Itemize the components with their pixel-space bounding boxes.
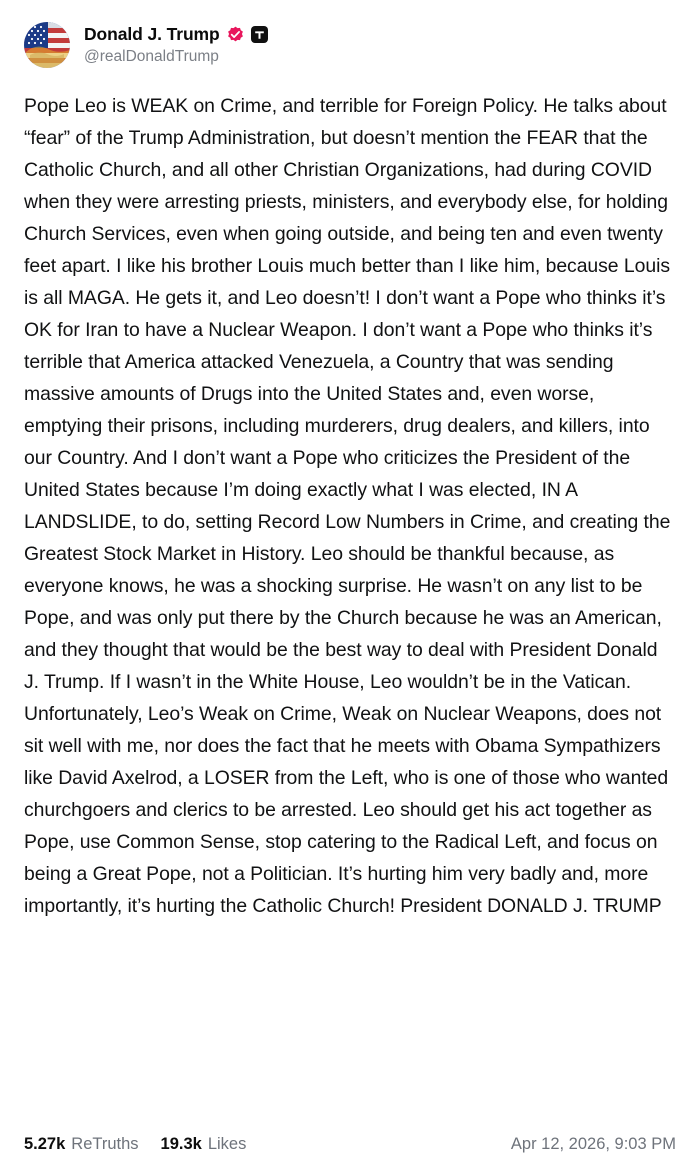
retruths-label: ReTruths: [71, 1135, 139, 1153]
post-footer: [0, 1119, 700, 1176]
post-body: [0, 68, 700, 1119]
author-name-row: [84, 24, 268, 45]
post-header: [0, 0, 700, 68]
likes-label: Likes: [207, 1135, 247, 1153]
verified-check-icon: [227, 26, 244, 43]
author-handle[interactable]: @realDonaldTrump: [84, 48, 219, 65]
likes-stat[interactable]: [161, 1135, 247, 1154]
retruths-stat[interactable]: [24, 1135, 139, 1154]
post-text: Pope Leo is WEAK on Crime, and terrible for Foreign Policy. He talks about “fear” of the Trump Administration, but doesn’t mention the FEAR that the Catholic Church, and all other Christian Organizations, had during COVID when they were arresting priests, ministers, and everybody else, for holding Church Services, even when going outside, and being ten and even twenty feet apart. I like his brother Louis much better than I like him, because Louis is all MAGA. He gets it, and Leo doesn’t! I don’t want a Pope who thinks it’s OK for Iran to have a Nuclear Weapon. I don’t want a Pope who thinks it’s terrible that America attacked Venezuela, a Country that was sending massive amounts of Drugs into the United States and, even worse, emptying their prisons, including murderers, drug dealers, and killers, into our Country. And I don’t want a Pope who criticizes the President of the United States because I’m doing exactly what I was elected, IN A LANDSLIDE, to do, setting Record Low Numbers in Crime, and creating the Greatest Stock Market in History. Leo should be thankful because, as everyone knows, he was a shocking surprise. He wasn’t on any list to be Pope, and was only put there by the Church because he was an American, and they thought that would be the best way to deal with President Donald J. Trump. If I wasn’t in the White House, Leo wouldn’t be in the Vatican. Unfortunately, Leo’s Weak on Crime, Weak on Nuclear Weapons, does not sit well with me, nor does the fact that he meets with Obama Sympathizers like David Axelrod, a LOSER from the Left, who is one of those who wanted churchgoers and clerics to be arrested. Leo should get his act together as Pope, use Common Sense, stop catering to the Radical Left, and focus on being a Great Pope, not a Politician. It’s hurting him very badly and, more importantly, it’s hurting the Catholic Church! President DONALD J. TRUMP: [24, 95, 671, 917]
avatar[interactable]: [24, 22, 70, 68]
likes-count: 19.3k: [160, 1135, 202, 1153]
post-timestamp: Apr 12, 2026, 9:03 PM: [510, 1135, 676, 1153]
author-display-name[interactable]: Donald J. Trump: [84, 24, 220, 44]
author-identity: [84, 22, 268, 66]
retruths-count: 5.27k: [24, 1135, 66, 1153]
truth-social-badge-icon: [251, 26, 268, 43]
